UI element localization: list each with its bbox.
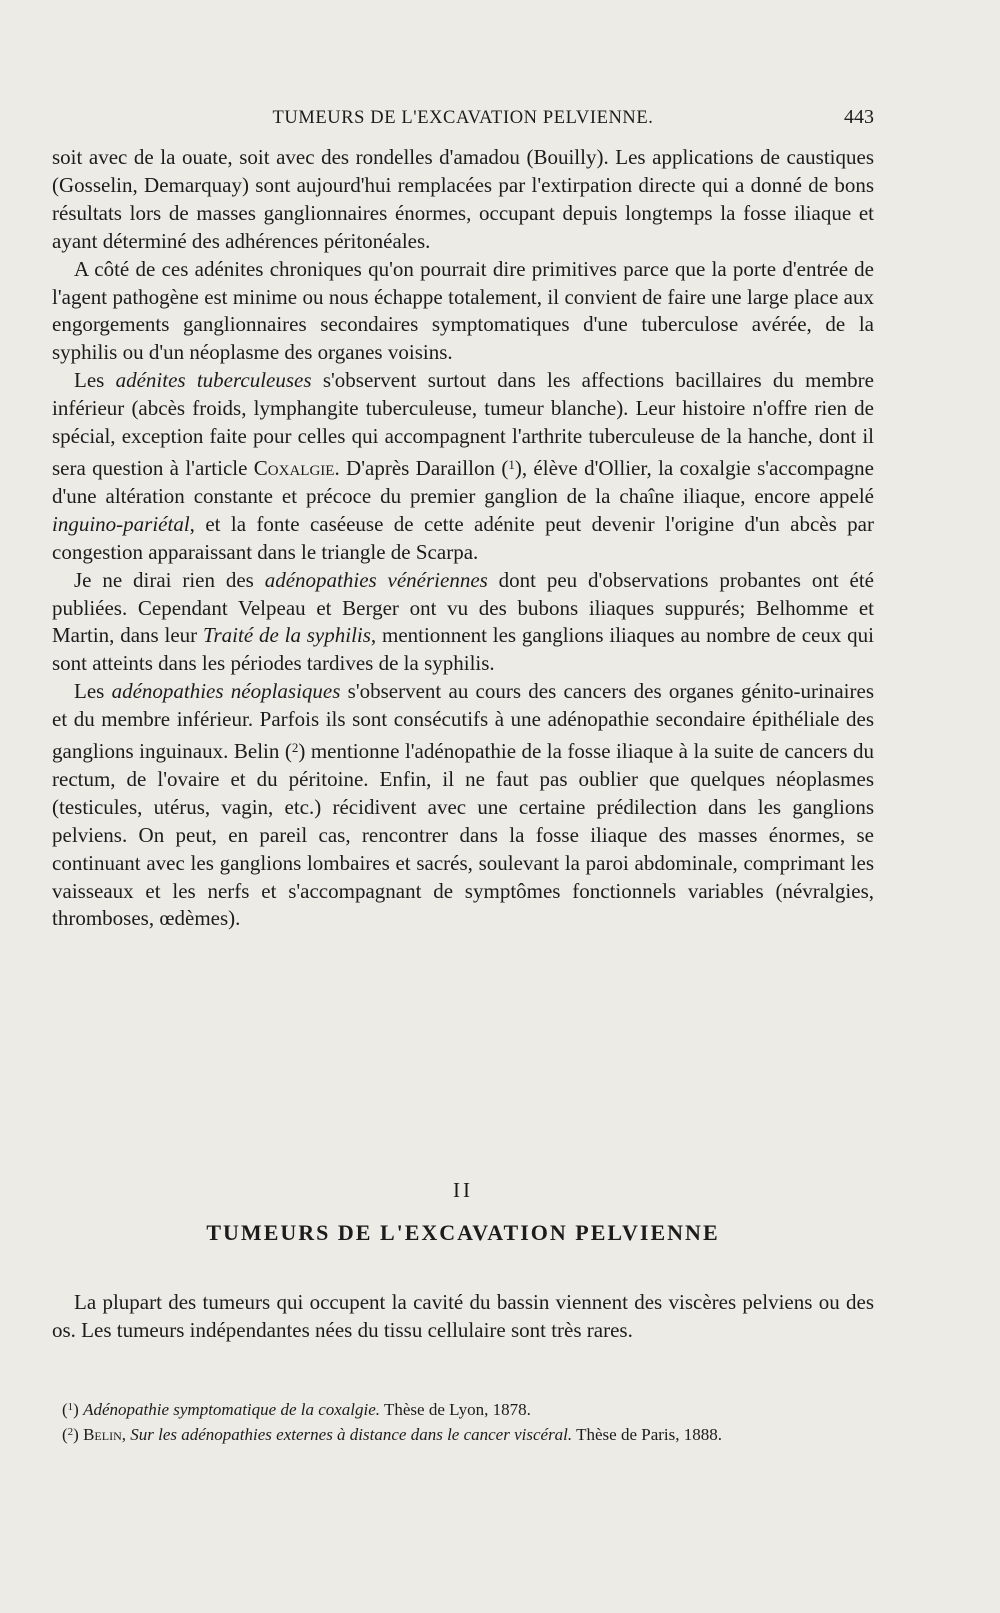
footnote-text: , bbox=[121, 1425, 131, 1444]
text-run: . D'après Daraillon ( bbox=[334, 455, 509, 480]
italic-term: adénopathies néoplasiques bbox=[111, 679, 341, 704]
paragraph-2: A côté de ces adénites chroniques qu'on pourrait dire primitives parce que la porte d'entrée de l'agent pathogène est minime ou nous échappe totalement, il convient de faire une large place aux engorgements ganglionnaires secondaires symptomatiques d'une tuberculose avérée, de la syphilis ou d'un néoplasme des organes voisins. bbox=[52, 256, 874, 365]
footnote-1: ($^1$) Adénopathie symptomatique de la coxalgie. Thèse de Lyon, 1878. bbox=[62, 1400, 531, 1419]
text-run: dont peu d'observations probantes ont été publiées. Cependant Velpeau et Berger ont vu des bubons iliaques suppurés; Belhomme et Martin, dans leur bbox=[52, 567, 874, 648]
footnote-reference-1: 1 bbox=[508, 456, 515, 472]
footnote-mark: 1 bbox=[67, 1401, 74, 1413]
section-paragraph: La plupart des tumeurs qui occupent la cavité du bassin viennent des viscères pelviens ou des os. Les tumeurs indépendantes nées du tissu cellulaire sont très rares. bbox=[52, 1290, 874, 1342]
text-run: ) mentionne l'adénopathie de la fosse iliaque à la suite de cancers du rectum, de l'ovaire et du péritoine. Enfin, il ne faut pas oublier que quelques néoplasmes (testicules, utérus, vagin, etc.) récidivent avec une certaine prédilection dans les ganglions pelviens. On peut, en pareil cas, rencontrer dans la fosse iliaque des masses énormes, se continuant avec les ganglions lombaires et sacrés, soulevant la paroi abdominale, comprimant les vaisseaux et les nerfs et s'accompagnant de symptômes fonctionnels variables (névralgies, thromboses, œdèmes). bbox=[52, 739, 874, 931]
footnote-title: Sur les adénopathies externes à distance dans le cancer viscéral. bbox=[130, 1425, 573, 1444]
footnote-mark: 2 bbox=[67, 1426, 74, 1438]
paragraph-1: soit avec de la ouate, soit avec des rondelles d'amadou (Bouilly). Les applications de caustiques (Gosselin, Demarquay) sont aujourd'hui remplacées par l'extirpation directe qui a donné de bons résultats lors de masses ganglionnaires énormes, occupant depuis longtemps la fosse iliaque et ayant déterminé des adhérences péritonéales. bbox=[52, 145, 874, 253]
running-title: TUMEURS DE L'EXCAVATION PELVIENNE. bbox=[272, 108, 654, 128]
text-run: s'observent au cours des cancers des organes génito-urinaires et du membre inférieur. Parfois ils sont consécutifs à une adénopathie secondaire épithéliale des ganglions inguinaux. Belin ( bbox=[52, 679, 874, 764]
footnote-text: Thèse de Paris, 1888. bbox=[572, 1425, 723, 1444]
text-run: , et la fonte caséeuse de cette adénite peut devenir l'origine d'un abcès par congestion apparaissant dans le triangle de Scarpa. bbox=[52, 511, 874, 564]
footnotes bbox=[52, 1396, 874, 1446]
paragraph-3 bbox=[52, 367, 874, 566]
italic-term: adénopathies vénériennes bbox=[264, 567, 488, 592]
page-number: 443 bbox=[844, 106, 874, 128]
paragraph-5 bbox=[52, 678, 874, 933]
footnote-text: Thèse de Lyon, 1878. bbox=[380, 1400, 531, 1419]
text-run: Je ne dirai rien des bbox=[74, 567, 265, 592]
paragraph-4 bbox=[52, 567, 874, 679]
text-run: , mentionnent les ganglions iliaques au nombre de ceux qui sont atteints dans les périodes tardives de la syphilis. bbox=[52, 623, 874, 676]
cross-reference: Coxalgie bbox=[253, 455, 335, 480]
text-run: Les bbox=[74, 368, 116, 393]
body-text bbox=[52, 144, 874, 933]
italic-term: inguino-pariétal bbox=[52, 511, 190, 536]
text-run: s'observent surtout dans les affections bacillaires du membre inférieur (abcès froids, lymphangite tuberculeuse, tumeur blanche). Leur histoire n'offre rien de spécial, exception faite pour celles qui accompagnent l'arthrite tuberculeuse de la hanche, dont il sera question à l'article bbox=[52, 368, 874, 480]
footnote-2: ($^2$) Belin, Sur les adénopathies externes à distance dans le cancer viscéral. Thèse de Paris, 1888. bbox=[62, 1425, 723, 1444]
italic-term: adénites tuberculeuses bbox=[115, 368, 312, 393]
running-head bbox=[52, 108, 874, 138]
footnote-title: Adénopathie symptomatique de la coxalgie. bbox=[83, 1400, 381, 1419]
text-run: Les bbox=[74, 679, 112, 704]
text-run: ), élève d'Ollier, la coxalgie s'accompagne d'une altération constante et précoce du premier ganglion de la chaîne iliaque, encore appelé bbox=[52, 455, 874, 508]
section-number: II bbox=[453, 1178, 473, 1202]
italic-title: Traité de la syphilis bbox=[202, 623, 371, 648]
footnote-reference-2: 2 bbox=[291, 740, 299, 756]
footnote-author: Belin bbox=[83, 1425, 122, 1444]
section-heading: TUMEURS DE L'EXCAVATION PELVIENNE bbox=[206, 1220, 720, 1245]
